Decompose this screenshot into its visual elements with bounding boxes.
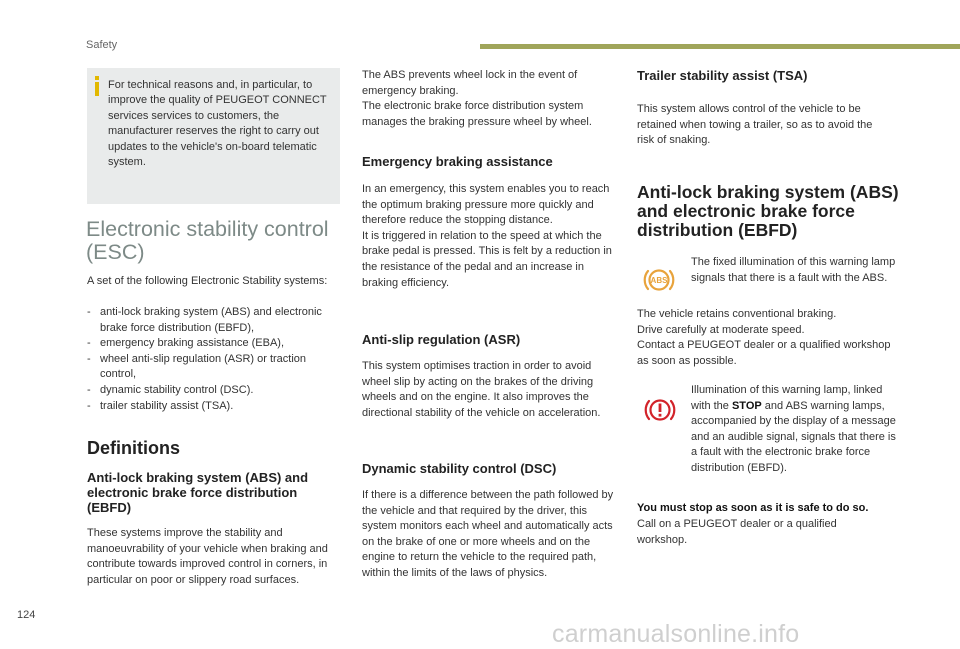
abs-definition-text: These systems improve the stability and manoeuvrability of your vehicle when braking and contribute towards improved control in corners, in particular on poor or slippery road surfaces.	[87, 527, 328, 586]
watermark: carmanualsonline.info	[552, 620, 800, 648]
esc-systems-list	[87, 305, 339, 414]
dsc-heading: Dynamic stability control (DSC)	[362, 461, 557, 476]
info-note-text: For technical reasons and, in particular, to improve the quality of PEUGEOT CONNECT services services to customers, the manufacturer reserves the right to carry out updates to the vehicle's on-board telematic system.	[108, 79, 327, 169]
list-item: - wheel anti-slip regulation (ASR) or traction control,	[87, 352, 339, 383]
list-item: - emergency braking assistance (EBA),	[87, 336, 339, 352]
lamp-right-arc	[670, 271, 673, 289]
stop-lamp-label: STOP	[731, 399, 762, 412]
call-dealer-text: Call on a PEUGEOT dealer or a qualified workshop.	[637, 518, 837, 546]
abs-fault-text: The vehicle retains conventional braking. Drive carefully at moderate speed. Contact a PEUGEOT dealer or a qualified workshop as soon as possible.	[637, 308, 891, 367]
exclamation-dot	[659, 414, 662, 417]
dsc-text: If there is a difference between the path followed by the vehicle and that required by the driver, this system monitors each wheel and automatically acts on the brake of one or more wheels and on the engine to return the vehicle to the required path, within the limits of the laws of physics.	[362, 489, 614, 579]
tsa-text: This system allows control of the vehicle to be retained when towing a trailer, so as to avoid the risk of snaking.	[637, 103, 873, 147]
info-icon-bar	[95, 82, 99, 96]
exclamation-bar	[659, 404, 662, 413]
abs-definition-heading: Anti-lock braking system (ABS) and electronic brake force distribution (EBFD)	[87, 470, 309, 515]
header-rule	[480, 44, 960, 49]
asr-text: This system optimises traction in order to avoid wheel slip by acting on the brakes of the driving wheels and on the engine. It also improves the directional stability of the vehicle on acceleration.	[362, 360, 601, 419]
page-number: 124	[17, 609, 36, 621]
tsa-heading: Trailer stability assist (TSA)	[637, 68, 808, 83]
abs-warning-lamp-icon	[643, 265, 675, 295]
stop-warning-text: You must stop as soon as it is safe to do so.	[637, 502, 869, 514]
section-label: Safety	[86, 39, 118, 51]
info-icon	[95, 76, 99, 80]
eba-heading: Emergency braking assistance	[362, 154, 553, 169]
list-item: - anti-lock braking system (ABS) and electronic brake force distribution (EBFD),	[87, 305, 339, 336]
list-item: - trailer stability assist (TSA).	[87, 399, 339, 415]
definitions-heading: Definitions	[87, 438, 180, 458]
list-item: - dynamic stability control (DSC).	[87, 383, 339, 399]
ebfd-lamp-text: Illumination of this warning lamp, linked with the STOP and ABS warning lamps, accompanied by the display of a message and an audible signal, signals that there is a fault with the electronic brake force distribution (EBFD).	[691, 384, 896, 474]
abs-description: The ABS prevents wheel lock in the event of emergency braking. The electronic brake force distribution system manages the braking pressure wheel by wheel.	[362, 69, 592, 128]
lamp-left-arc	[645, 271, 648, 289]
esc-title: Electronic stability control (ESC)	[86, 217, 329, 264]
lamp-left-arc	[646, 401, 649, 419]
eba-text: In an emergency, this system enables you to reach the optimum braking pressure more quickly and therefore reduce the stopping distance. It is triggered in relation to the speed at which the brake pedal is pressed. This is felt by a reduction in the resistance of the pedal and an increase in braking efficiency.	[362, 183, 612, 289]
brake-warning-lamp-icon	[643, 395, 677, 425]
asr-heading: Anti-slip regulation (ASR)	[362, 332, 521, 347]
abs-lamp-text: The fixed illumination of this warning lamp signals that there is a fault with the ABS.	[691, 256, 896, 284]
esc-intro: A set of the following Electronic Stability systems:	[87, 275, 328, 287]
abs-lamp-label: ABS	[650, 276, 668, 286]
lamp-right-arc	[671, 401, 674, 419]
abs-ebfd-title: Anti-lock braking system (ABS) and electronic brake force distribution (EBFD)	[637, 182, 899, 240]
